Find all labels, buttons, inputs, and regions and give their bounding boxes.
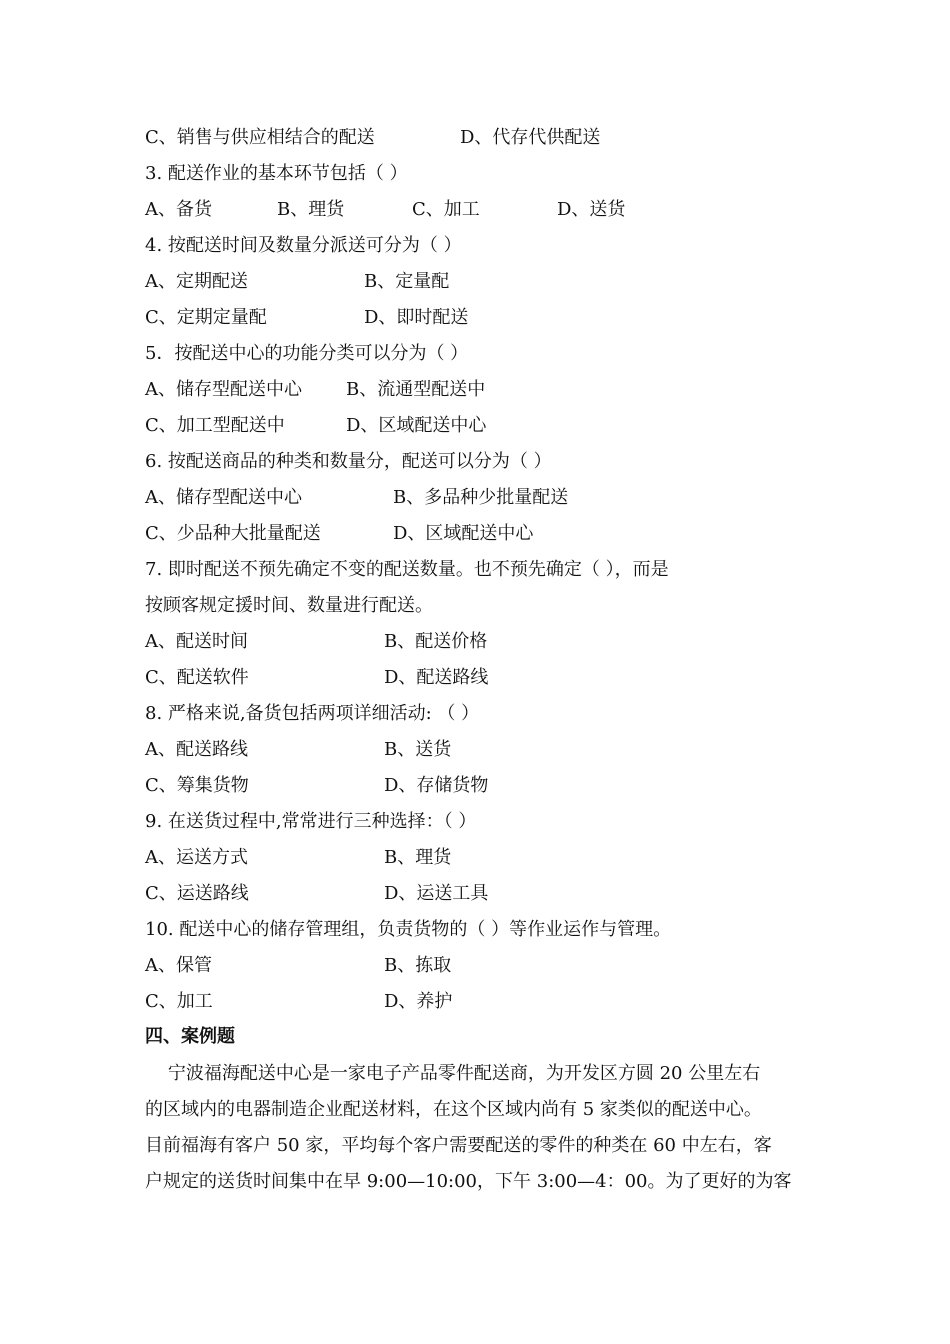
q4-option-a: A、定期配送: [145, 271, 248, 292]
q5-option-d: D、区域配送中心: [346, 415, 487, 436]
q9-option-a: A、运送方式: [145, 847, 248, 868]
q7-stem-line2: 按顾客规定援时间、数量进行配送。: [145, 595, 433, 616]
q5-option-b: B、流通型配送中: [346, 379, 486, 400]
section-heading-case-study: 四、案例题: [145, 1026, 235, 1047]
q8-option-a: A、配送路线: [145, 739, 248, 760]
q6-option-c: C、少品种大批量配送: [145, 523, 321, 544]
case-paragraph-line-1: 宁波福海配送中心是一家电子产品零件配送商，为开发区方圆 20 公里左右: [145, 1063, 761, 1084]
q6-option-a: A、储存型配送中心: [145, 487, 302, 508]
q7-option-b: B、配送价格: [384, 631, 488, 652]
case-paragraph-line-2: 的区域内的电器制造企业配送材料，在这个区域内尚有 5 家类似的配送中心。: [145, 1099, 762, 1120]
q3-option-b: B、理货: [277, 199, 345, 220]
q3-option-d: D、送货: [557, 199, 626, 220]
q10-stem: 10. 配送中心的储存管理组，负责货物的（ ）等作业运作与管理。: [145, 919, 672, 940]
q4-stem: 4. 按配送时间及数量分派送可分为（ ）: [145, 235, 462, 256]
q10-option-a: A、保管: [145, 955, 212, 976]
case-paragraph-line-3: 目前福海有客户 50 家，平均每个客户需要配送的零件的种类在 60 中左右，客: [145, 1135, 772, 1156]
q4-option-c: C、定期定量配: [145, 307, 267, 328]
q9-option-c: C、运送路线: [145, 883, 249, 904]
q2-option-d: D、代存代供配送: [460, 127, 601, 148]
q8-option-d: D、存储货物: [384, 775, 489, 796]
case-paragraph-line-4: 户规定的送货时间集中在早 9:00—10:00，下午 3:00—4：00。为了更好的为客: [145, 1171, 792, 1192]
q3-stem: 3. 配送作业的基本环节包括（ ）: [145, 163, 408, 184]
q10-option-d: D、养护: [384, 991, 453, 1012]
q10-option-c: C、加工: [145, 991, 213, 1012]
q4-option-b: B、定量配: [364, 271, 450, 292]
q6-option-b: B、多品种少批量配送: [393, 487, 569, 508]
q6-option-d: D、区域配送中心: [393, 523, 534, 544]
q3-option-c: C、加工: [412, 199, 480, 220]
q9-option-b: B、理货: [384, 847, 452, 868]
q4-option-d: D、即时配送: [364, 307, 469, 328]
q3-option-a: A、备货: [145, 199, 212, 220]
q5-stem: 5．按配送中心的功能分类可以分为（ ）: [145, 343, 469, 364]
q2-option-c: C、销售与供应相结合的配送: [145, 127, 375, 148]
q9-stem: 9. 在送货过程中,常常进行三种选择：（ ）: [145, 811, 477, 832]
q10-option-b: B、拣取: [384, 955, 452, 976]
q7-option-a: A、配送时间: [145, 631, 248, 652]
q7-stem-line1: 7. 即时配送不预先确定不变的配送数量。也不预先确定（ ），而是: [145, 559, 669, 580]
q8-option-b: B、送货: [384, 739, 452, 760]
q8-option-c: C、筹集货物: [145, 775, 249, 796]
q9-option-d: D、运送工具: [384, 883, 489, 904]
q5-option-c: C、加工型配送中: [145, 415, 285, 436]
q6-stem: 6. 按配送商品的种类和数量分，配送可以分为（ ）: [145, 451, 552, 472]
q7-option-d: D、配送路线: [384, 667, 489, 688]
q8-stem: 8. 严格来说,备货包括两项详细活动: （ ）: [145, 703, 480, 724]
q7-option-c: C、配送软件: [145, 667, 249, 688]
q5-option-a: A、储存型配送中心: [145, 379, 302, 400]
